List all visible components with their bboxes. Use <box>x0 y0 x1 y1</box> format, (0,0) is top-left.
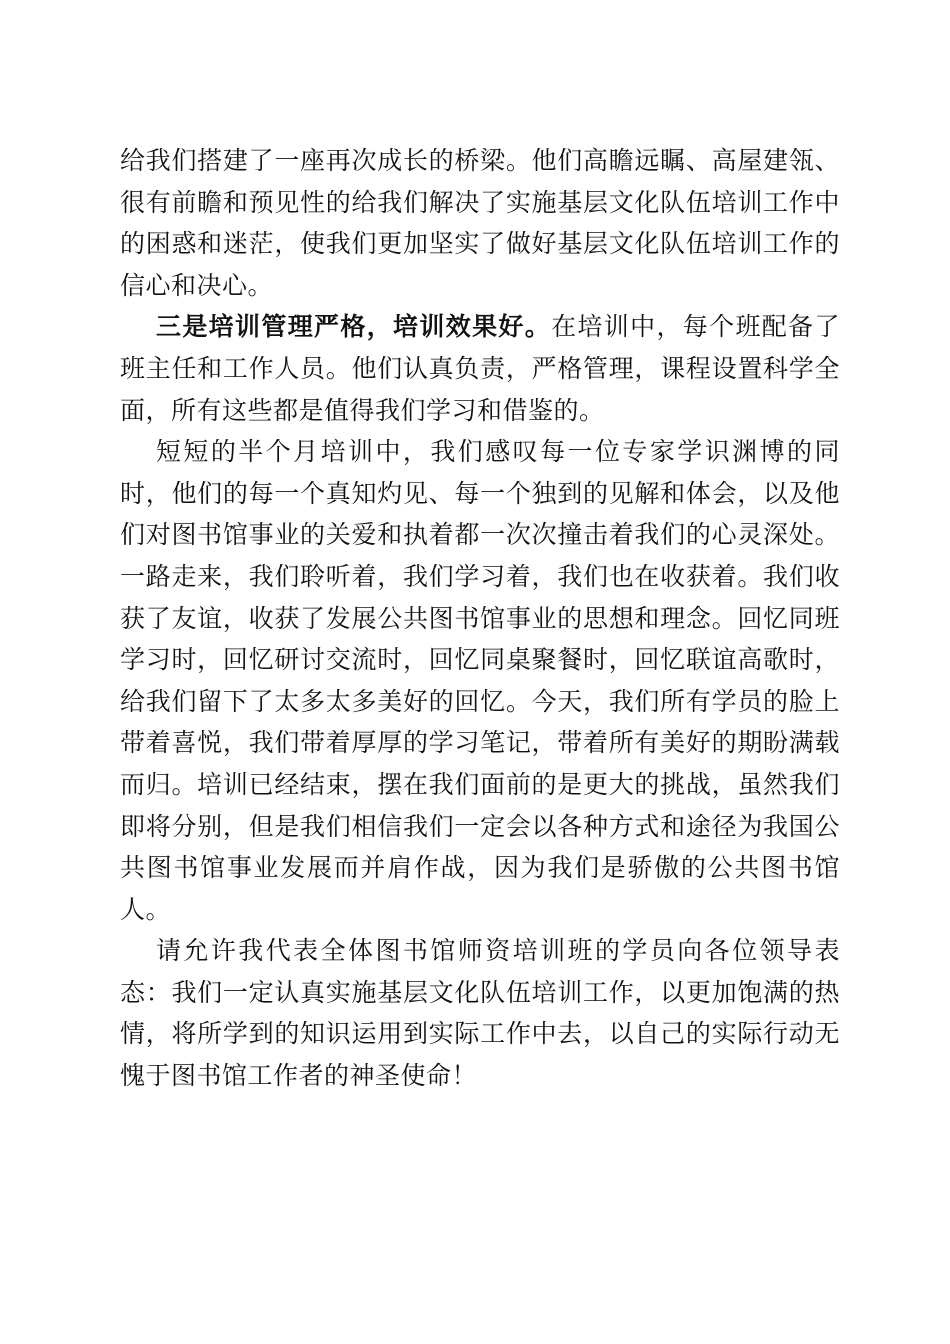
paragraph-reflection <box>120 431 840 930</box>
paragraph-training-management <box>120 306 840 431</box>
paragraph-lead-heading: 三是培训管理严格，培训效果好。 <box>156 312 552 342</box>
paragraph-continuation <box>120 140 840 306</box>
paragraph-text: 请允许我代表全体图书馆师资培训班的学员向各位领导表态：我们一定认真实施基层文化队伍培训工作，以更加饱满的热情，将所学到的知识运用到实际工作中去，以自己的实际行动无愧于图书馆工作者的神圣使命！ <box>120 936 840 1091</box>
paragraph-pledge <box>120 930 840 1096</box>
document-page <box>120 140 840 1097</box>
paragraph-text: 短短的半个月培训中，我们感叹每一位专家学识渊博的同时，他们的每一个真知灼见、每一个独到的见解和体会，以及他们对图书馆事业的关爱和执着都一次次撞击着我们的心灵深处。一路走来，我们聆听着，我们学习着，我们也在收获着。我们收获了友谊，收获了发展公共图书馆事业的思想和理念。回忆同班学习时，回忆研讨交流时，回忆同桌聚餐时，回忆联谊高歌时，给我们留下了太多太多美好的回忆。今天，我们所有学员的脸上带着喜悦，我们带着厚厚的学习笔记，带着所有美好的期盼满载而归。培训已经结束，摆在我们面前的是更大的挑战，虽然我们即将分别，但是我们相信我们一定会以各种方式和途径为我国公共图书馆事业发展而并肩作战，因为我们是骄傲的公共图书馆人。 <box>120 437 840 924</box>
paragraph-text: 在培训中，每个班配备了班主任和工作人员。他们认真负责，严格管理，课程设置科学全面，所有这些都是值得我们学习和借鉴的。 <box>120 312 840 425</box>
paragraph-text: 给我们搭建了一座再次成长的桥梁。他们高瞻远瞩、高屋建瓴、很有前瞻和预见性的给我们解决了实施基层文化队伍培训工作中的困惑和迷茫，使我们更加坚实了做好基层文化队伍培训工作的信心和决心。 <box>120 146 840 300</box>
